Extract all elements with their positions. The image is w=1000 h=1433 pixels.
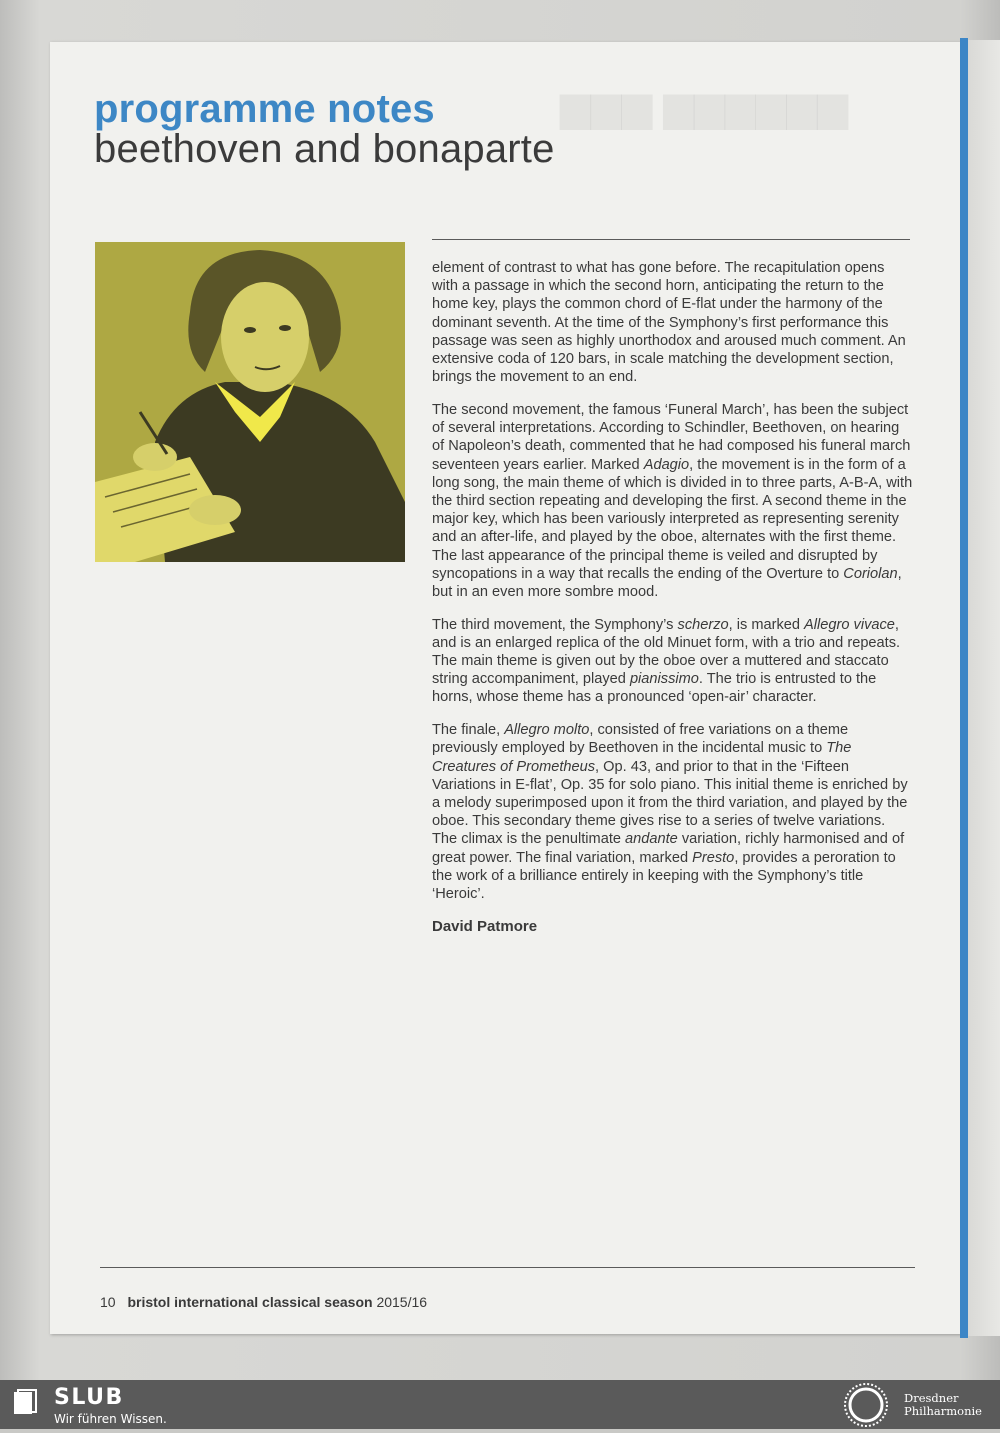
- article-paragraph: [432, 616, 914, 707]
- page-subtitle: beethoven and bonaparte: [94, 127, 555, 171]
- italic-term: Allegro molto: [504, 722, 590, 739]
- slub-logo-icon[interactable]: [12, 1388, 42, 1423]
- article-author: David Patmore: [432, 917, 538, 935]
- show-through-text: ▆▆▆▆▆▆ ▆▆▆: [560, 85, 848, 129]
- viewer-footer-bar: [0, 1380, 1000, 1429]
- paragraph-text: , the movement is in the form of a long song, the main theme of which is divided in to three parts, A-B-A, with the third section repeating and developing the first. A second theme in the major key, which has been variously interpreted as representing serenity and an after-life, and played by the oboe, alternates with the first theme. The last appearance of the principal theme is veiled and disrupted by syncopations in a way that recalls the ending of the Overture to: [432, 456, 913, 582]
- partner-name-line2: Philharmonie: [904, 1404, 982, 1418]
- paragraph-text: . The trio is entrusted to the horns, whose theme has a pronounced ‘open-air’ character.: [432, 671, 877, 706]
- page-spine-edge: [960, 38, 968, 1338]
- paragraph-text: , is marked: [728, 616, 805, 633]
- page-title: programme notes: [94, 87, 435, 131]
- paragraph-text: element of contrast to what has gone before. The recapitulation opens with a passage in which the second horn, anticipating the return to the home key, plays the common chord of E-flat under the harmony of the dominant seventh. At the time of the Symphony’s first performance this passage was seen as highly unorthodox and aroused much comment. An extensive coda of 120 bars, in scale matching the development section, brings the movement to an end.: [432, 260, 906, 386]
- partner-name-line1: Dresdner: [904, 1391, 959, 1405]
- beethoven-portrait-image: [95, 242, 405, 562]
- article-paragraph: [432, 721, 914, 903]
- article-body: [432, 259, 914, 950]
- paragraph-text: variation, richly harmonised and of great power. The final variation, marked: [432, 831, 905, 866]
- facing-page-edge: [968, 40, 1000, 1336]
- page-number: 10: [100, 1294, 116, 1310]
- italic-term: scherzo: [677, 616, 729, 633]
- slub-name[interactable]: SLUB: [54, 1385, 124, 1410]
- partner-name[interactable]: [904, 1392, 982, 1418]
- paragraph-text: , provides a peroration to the work of a brilliance entirely in keeping with the Symphony’s title ‘Heroic’.: [432, 849, 896, 902]
- italic-term: Allegro vivace: [804, 616, 895, 633]
- paragraph-text: , Op. 43, and prior to that in the ‘Fifteen Variations in E-flat’, Op. 35 for solo piano. This initial theme is enriched by a melody superimposed upon it from the third variation, and played by the oboe. This secondary theme gives rise to a series of twelve variations. The climax is the penultimate: [432, 758, 908, 848]
- italic-term: Coriolan: [843, 565, 898, 582]
- paragraph-text: The finale,: [432, 722, 505, 739]
- italic-term: andante: [625, 831, 678, 848]
- paragraph-text: The second movement, the famous ‘Funeral March’, has been the subject of several interpretations. According to Schindler, Beethoven, on hearing of Napoleon’s death, commented that he had composed his funeral march seventeen years earlier. Marked: [432, 401, 911, 473]
- italic-term: pianissimo: [629, 671, 699, 688]
- italic-term: The Creatures of Prometheus: [432, 740, 852, 775]
- dresdner-philharmonie-logo-icon[interactable]: [840, 1382, 892, 1433]
- italic-term: Adagio: [643, 456, 690, 473]
- slub-tagline: Wir führen Wissen.: [54, 1412, 167, 1426]
- article-paragraph: [432, 259, 914, 386]
- italic-term: Presto: [692, 849, 735, 866]
- paragraph-text: The third movement, the Symphony’s: [432, 616, 678, 633]
- paragraph-text: , consisted of free variations on a theme previously employed by Beethoven in the incidental music to: [432, 722, 849, 757]
- footer-series-title: bristol international classical season: [127, 1294, 373, 1310]
- article-top-rule: [432, 239, 910, 240]
- page-footer: [100, 1294, 427, 1310]
- portrait-illustration: [95, 242, 405, 562]
- footer-season: 2015/16: [376, 1294, 428, 1310]
- paragraph-text: , and is an enlarged replica of the old Minuet form, with a trio and repeats. The main theme is given out by the oboe over a muttered and staccato string accompaniment, played: [432, 616, 901, 688]
- article-paragraph: [432, 401, 914, 601]
- paragraph-text: , but in an even more sombre mood.: [432, 565, 902, 600]
- footer-rule: [100, 1267, 915, 1268]
